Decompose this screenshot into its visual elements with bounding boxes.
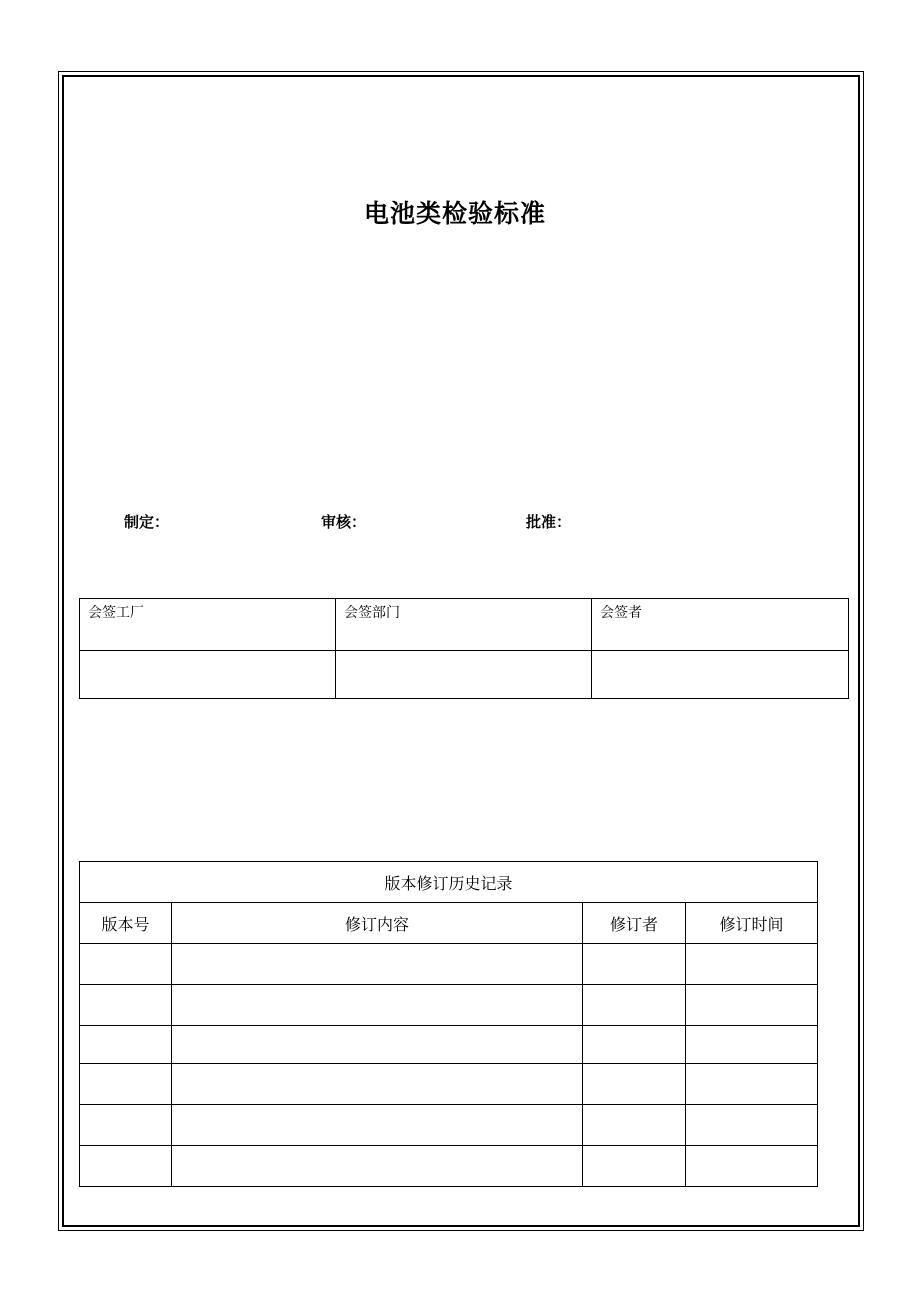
- version-number-header: 版本号: [80, 903, 172, 944]
- version-cell[interactable]: [80, 985, 172, 1026]
- document-title: 电池类检验标准: [363, 199, 546, 228]
- revision-date-header: 修订时间: [686, 903, 818, 944]
- content-cell[interactable]: [172, 1146, 583, 1187]
- table-row: [80, 1064, 818, 1105]
- reviser-header: 修订者: [583, 903, 686, 944]
- revision-content-header: 修订内容: [172, 903, 583, 944]
- drafted-by-label: 制定：: [124, 513, 170, 531]
- table-row: [80, 985, 818, 1026]
- cosign-factory-header: 会签工厂: [80, 599, 336, 651]
- content-cell[interactable]: [172, 944, 583, 985]
- table-row: [80, 944, 818, 985]
- cosign-row: [80, 651, 849, 699]
- version-cell[interactable]: [80, 1064, 172, 1105]
- version-cell[interactable]: [80, 1026, 172, 1064]
- cosign-department-header: 会签部门: [336, 599, 592, 651]
- reviewed-by-label: 审核：: [321, 513, 367, 531]
- revision-history-header-row: [80, 903, 818, 944]
- reviser-cell[interactable]: [583, 1026, 686, 1064]
- date-cell[interactable]: [686, 1064, 818, 1105]
- revision-history-title: 版本修订历史记录: [80, 862, 818, 903]
- reviser-cell[interactable]: [583, 1064, 686, 1105]
- date-cell[interactable]: [686, 944, 818, 985]
- version-cell[interactable]: [80, 1146, 172, 1187]
- cosign-department-cell[interactable]: [336, 651, 592, 699]
- reviser-cell[interactable]: [583, 985, 686, 1026]
- content-cell[interactable]: [172, 985, 583, 1026]
- reviser-cell[interactable]: [583, 944, 686, 985]
- content-cell[interactable]: [172, 1105, 583, 1146]
- content-cell[interactable]: [172, 1064, 583, 1105]
- cosign-table: [79, 598, 849, 699]
- content-cell[interactable]: [172, 1026, 583, 1064]
- date-cell[interactable]: [686, 1026, 818, 1064]
- table-row: [80, 1146, 818, 1187]
- reviser-cell[interactable]: [583, 1146, 686, 1187]
- date-cell[interactable]: [686, 1105, 818, 1146]
- cosign-signer-header: 会签者: [592, 599, 849, 651]
- cosign-header-row: [80, 599, 849, 651]
- date-cell[interactable]: [686, 1146, 818, 1187]
- reviser-cell[interactable]: [583, 1105, 686, 1146]
- cosign-factory-cell[interactable]: [80, 651, 336, 699]
- revision-history-title-row: [80, 862, 818, 903]
- version-cell[interactable]: [80, 944, 172, 985]
- approved-by-label: 批准：: [526, 513, 572, 531]
- table-row: [80, 1105, 818, 1146]
- date-cell[interactable]: [686, 985, 818, 1026]
- version-cell[interactable]: [80, 1105, 172, 1146]
- cosign-signer-cell[interactable]: [592, 651, 849, 699]
- revision-history-table: [79, 861, 818, 1187]
- table-row: [80, 1026, 818, 1064]
